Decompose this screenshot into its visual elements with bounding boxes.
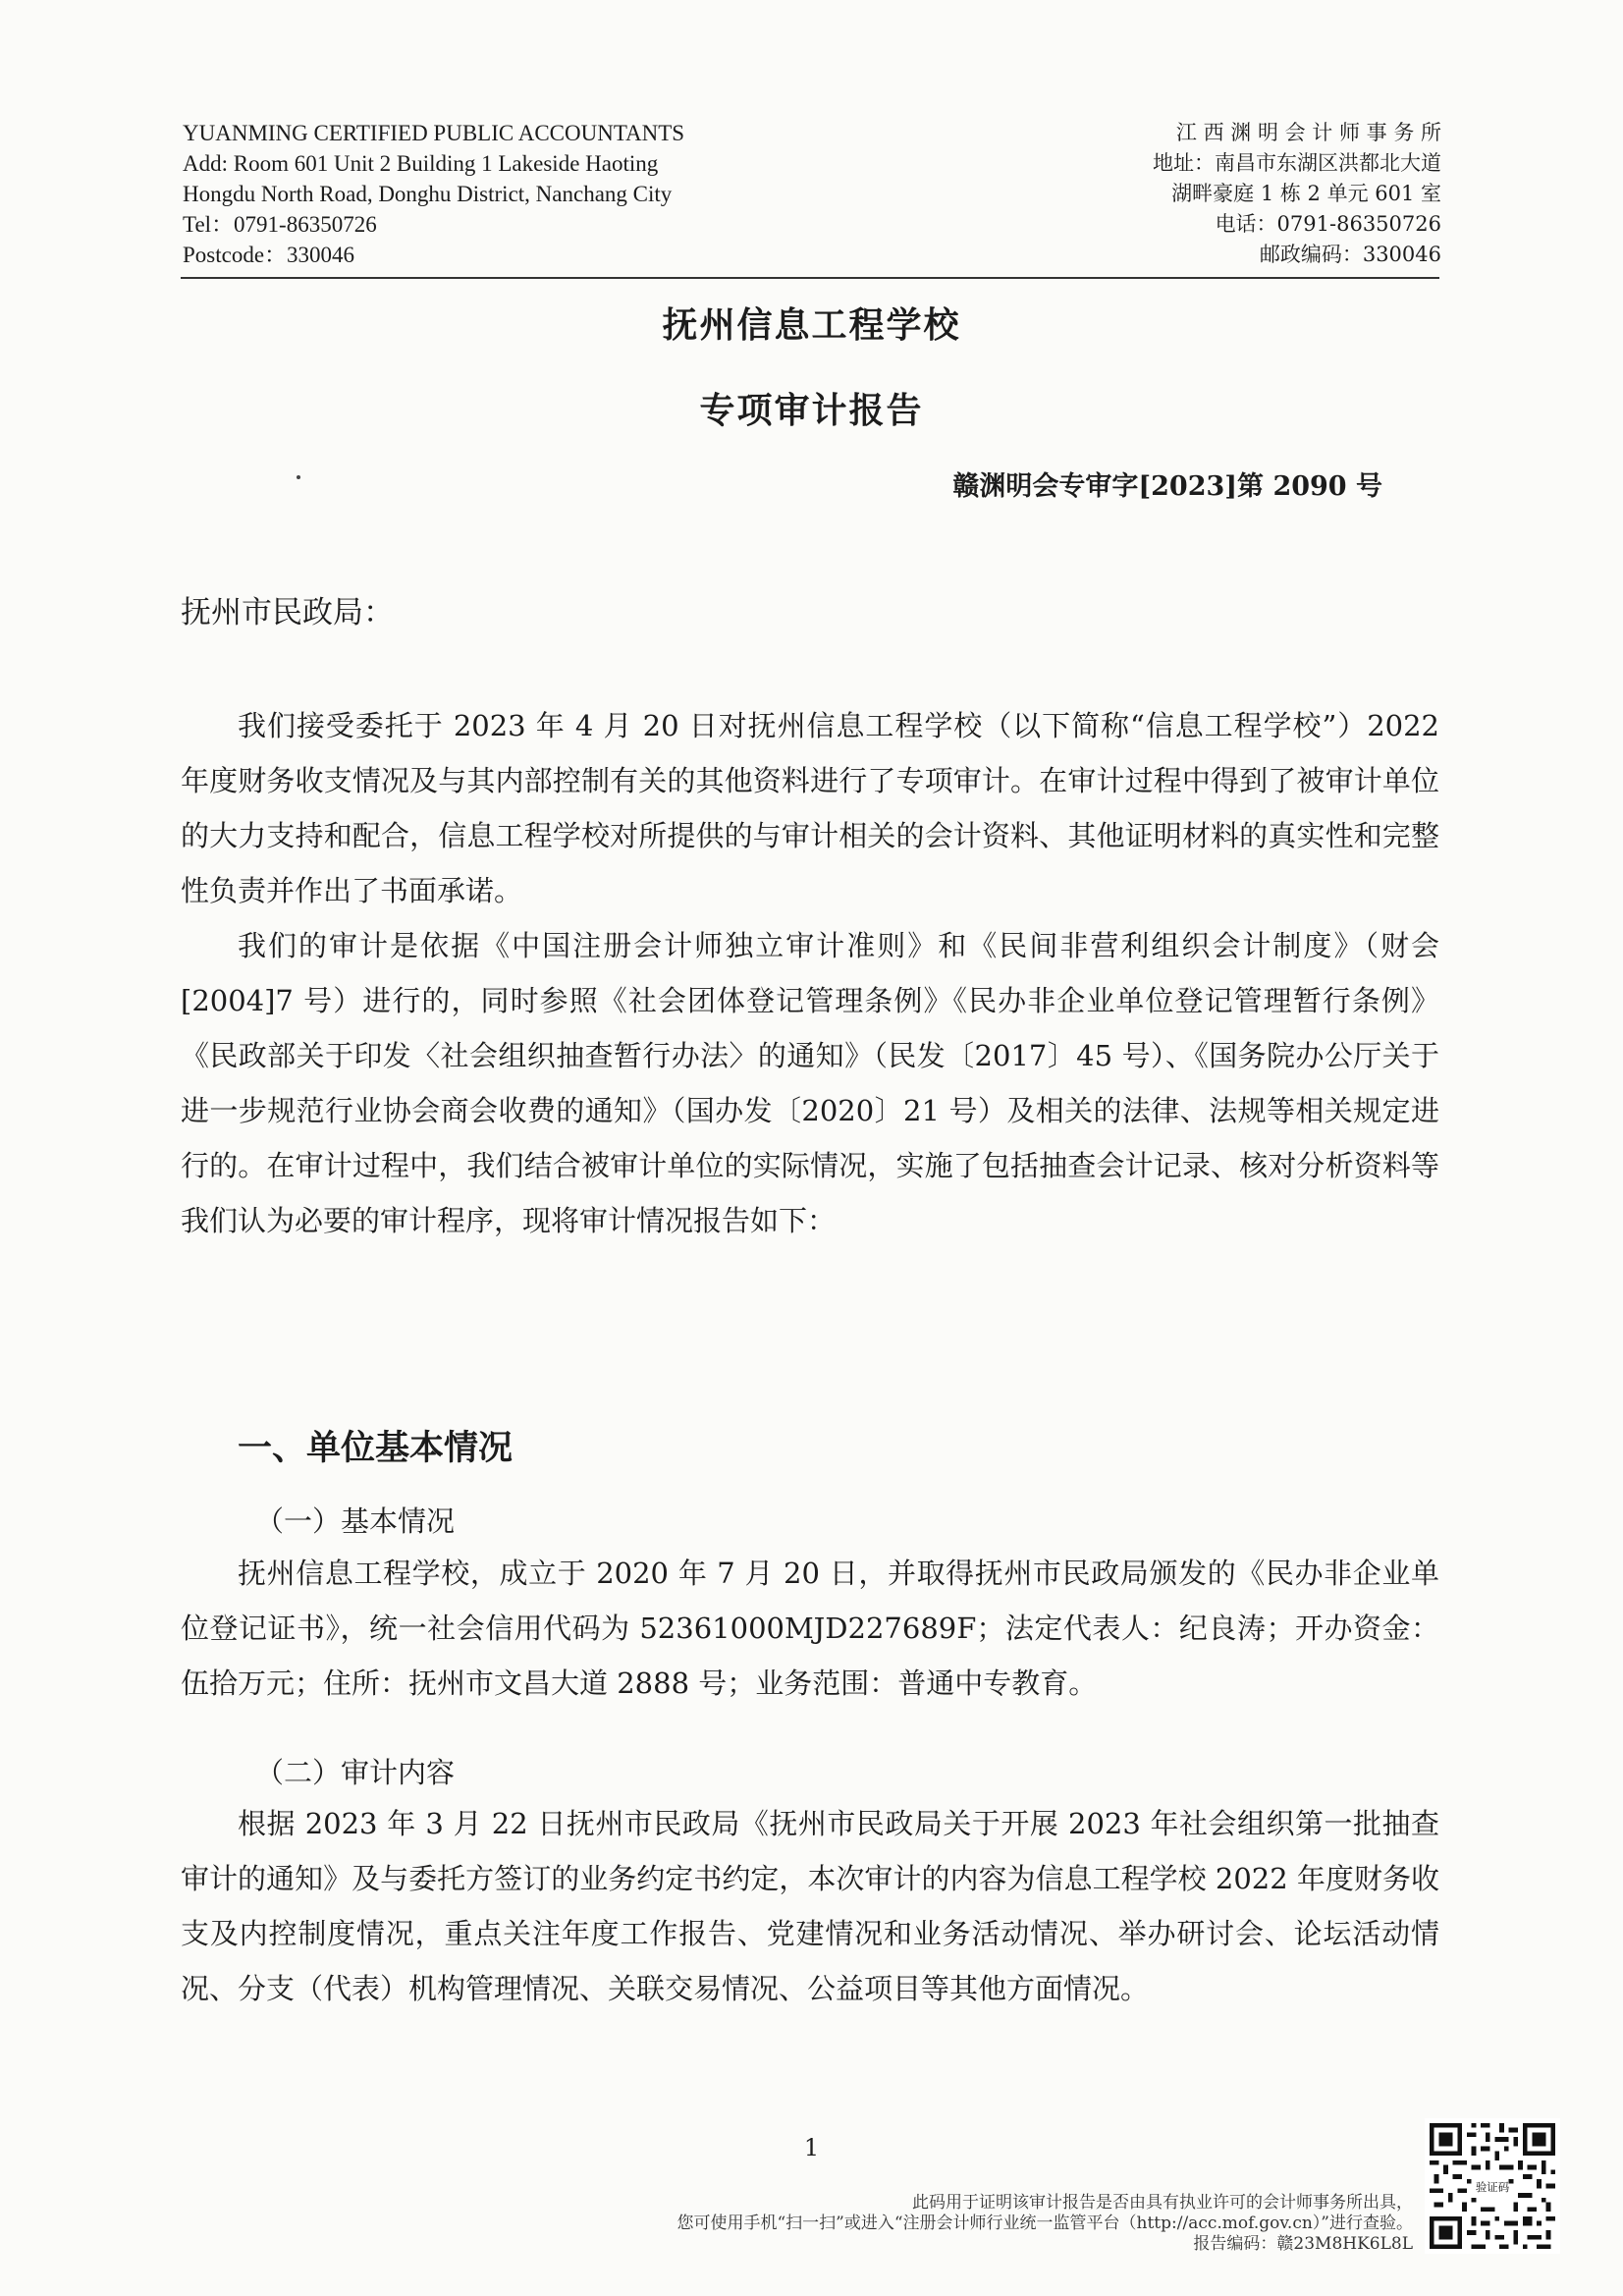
header-divider	[181, 277, 1439, 279]
tel-cn: 电话：0791-86350726	[1215, 212, 1441, 236]
address-cn-line1: 地址：南昌市东湖区洪都北大道	[1153, 151, 1441, 175]
intro-section	[181, 698, 1439, 1248]
subsection-heading-1: （一）基本情况	[255, 1504, 456, 1538]
section-heading-1: 一、单位基本情况	[238, 1428, 514, 1468]
address-en-line2: Hongdu North Road, Donghu District, Nanchang City	[183, 182, 673, 206]
subsection-2-body	[181, 1796, 1439, 2016]
document-subtitle: 专项审计报告	[699, 390, 924, 431]
report-code: 报告编码：赣23M8HK6L8L	[1193, 2234, 1413, 2254]
verification-note	[676, 2193, 1413, 2255]
qr-code-icon[interactable]	[1425, 2118, 1560, 2254]
page-number: 1	[803, 2134, 820, 2161]
letterhead-english	[183, 118, 684, 270]
addressee: 抚州市民政局：	[181, 595, 394, 630]
verification-line-1: 此码用于证明该审计报告是否由具有执业许可的会计师事务所出具，	[912, 2193, 1413, 2213]
intro-paragraph-1: 我们接受委托于 2023 年 4 月 20 日对抚州信息工程学校（以下简称“信息工程学校”）2022 年度财务收支情况及与其内部控制有关的其他资料进行了专项审计。在审计过程中得到了被审计单位的大力支持和配合，信息工程学校对所提供的与审计相关的会计资料、其他证明材料的真实性和完整性负责并作出了书面承诺。	[181, 709, 1439, 907]
address-cn-line2: 湖畔豪庭 1 栋 2 单元 601 室	[1171, 182, 1441, 205]
postcode-cn: 邮政编码：330046	[1259, 243, 1441, 266]
firm-name-cn: 江 西 渊 明 会 计 师 事 务 所	[1175, 121, 1441, 144]
document-title: 抚州信息工程学校	[662, 304, 961, 346]
qr-caption: 验证码	[1475, 2180, 1510, 2195]
subsection-1-body	[181, 1546, 1439, 1711]
verification-line-2: 您可使用手机“扫一扫”或进入“注册会计师行业统一监管平台（http://acc.mof.gov.cn）”进行查验。	[676, 2214, 1413, 2233]
speck	[297, 475, 300, 479]
document-number: 赣渊明会专审字[2023]第 2090 号	[952, 471, 1382, 502]
address-en-line1: Add: Room 601 Unit 2 Building 1 Lakeside Haoting	[183, 151, 659, 176]
firm-name-en: YUANMING CERTIFIED PUBLIC ACCOUNTANTS	[183, 121, 685, 145]
tel-en: Tel：0791-86350726	[183, 212, 377, 237]
postcode-en: Postcode：330046	[183, 243, 355, 267]
intro-paragraph-2: 我们的审计是依据《中国注册会计师独立审计准则》和《民间非营利组织会计制度》（财会[2004]7 号）进行的，同时参照《社会团体登记管理条例》《民办非企业单位登记管理暂行条例》《民政部关于印发〈社会组织抽查暂行办法〉的通知》（民发〔2017〕45 号）、《国务院办公厅关于进一步规范行业协会商会收费的通知》（国办发〔2020〕21 号）及相关的法律、法规等相关规定进行的。在审计过程中，我们结合被审计单位的实际情况，实施了包括抽查会计记录、核对分析资料等我们认为必要的审计程序，现将审计情况报告如下：	[181, 929, 1439, 1237]
subsection-heading-2: （二）审计内容	[255, 1756, 456, 1789]
audit-scope-paragraph: 根据 2023 年 3 月 22 日抚州市民政局《抚州市民政局关于开展 2023 年社会组织第一批抽查审计的通知》及与委托方签订的业务约定书约定，本次审计的内容为信息工程学校 2022 年度财务收支及内控制度情况，重点关注年度工作报告、党建情况和业务活动情况、举办研讨会、论坛活动情况、分支（代表）机构管理情况、关联交易情况、公益项目等其他方面情况。	[181, 1807, 1439, 2005]
letterhead-chinese	[1153, 118, 1441, 270]
basic-info-paragraph: 抚州信息工程学校，成立于 2020 年 7 月 20 日，并取得抚州市民政局颁发的《民办非企业单位登记证书》，统一社会信用代码为 52361000MJD227689F；法定代表人：纪良涛；开办资金：伍拾万元；住所：抚州市文昌大道 2888 号；业务范围：普通中专教育。	[181, 1557, 1439, 1700]
